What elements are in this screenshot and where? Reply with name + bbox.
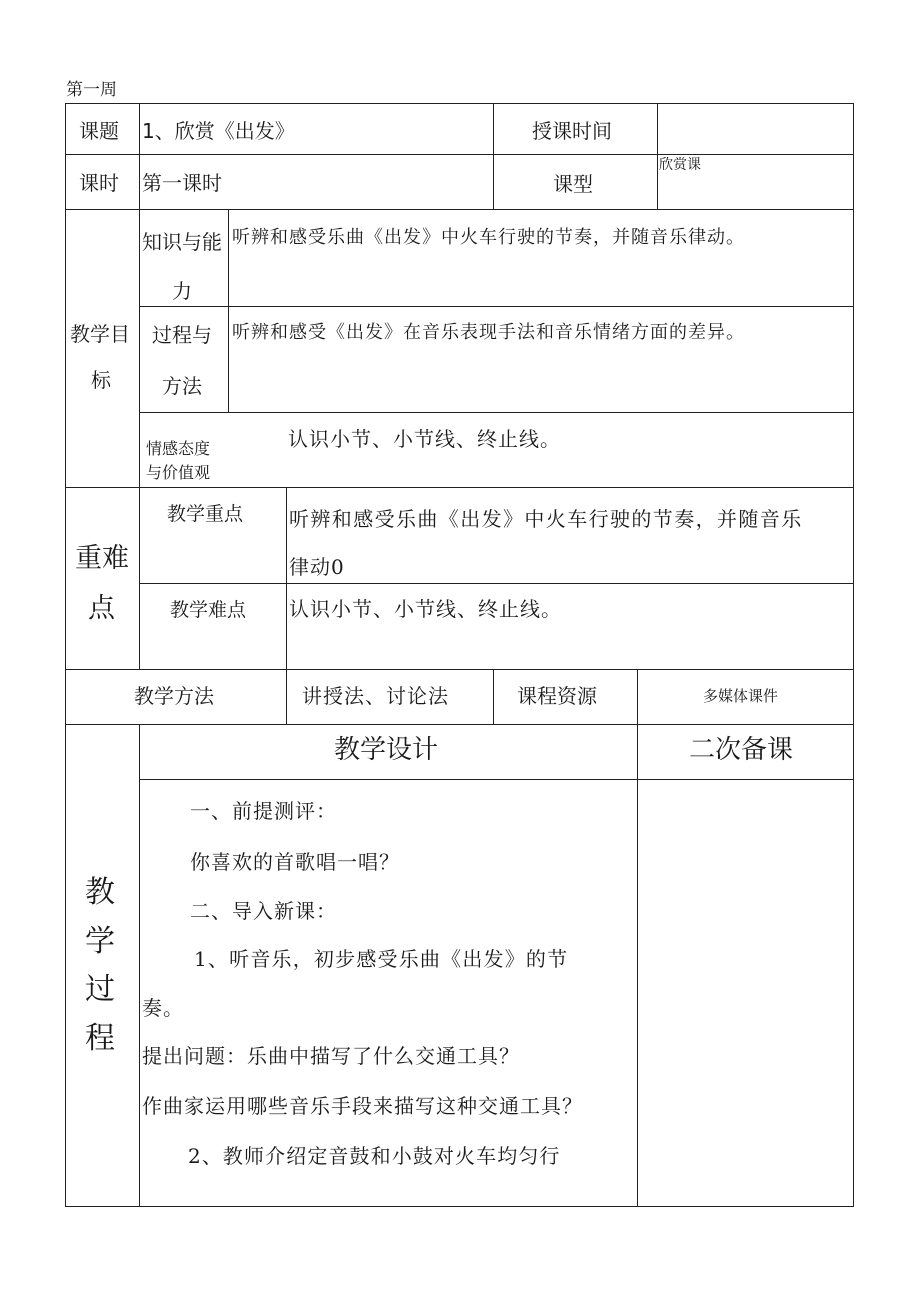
period-value: 第一课时 [142, 171, 222, 195]
design-line: 2、教师介绍定音鼓和小鼓对火车均匀行 [188, 1144, 561, 1168]
emotion-label-2: 与价值观 [146, 463, 211, 482]
period-label: 课时 [79, 171, 119, 195]
week-label: 第一周 [66, 80, 117, 100]
resource-value: 多媒体课件 [703, 687, 779, 705]
teaching-time-label: 授课时间 [532, 119, 612, 143]
process-method-text: 听辨和感受《出发》在音乐表现手法和音乐情绪方面的差异。 [232, 322, 745, 343]
methods-label: 教学方法 [134, 684, 214, 708]
resource-label: 课程资源 [517, 684, 597, 708]
design-line: 作曲家运用哪些音乐手段来描写这种交通工具？ [142, 1094, 583, 1118]
process-method-label-2: 方法 [162, 374, 202, 398]
design-line: 提出问题：乐曲中描写了什么交通工具？ [142, 1044, 520, 1068]
second-prep-header: 二次备课 [689, 735, 794, 765]
design-line: 奏。 [142, 996, 184, 1020]
process-method-label: 过程与 [152, 323, 212, 347]
focus-text-2: 律动0 [289, 555, 345, 579]
difficulty-text: 认识小节、小节线、终止线。 [289, 597, 562, 621]
knowledge-text: 听辨和感受乐曲《出发》中火车行驶的节奏，并随音乐律动。 [232, 227, 745, 248]
emotion-label: 情感态度 [146, 439, 211, 458]
difficulty-label: 教学难点 [170, 599, 247, 621]
lesson-type-value: 欣赏课 [659, 157, 701, 173]
focus-label: 教学重点 [167, 503, 244, 525]
design-line: 一、前提测评： [190, 799, 337, 823]
topic-label: 课题 [79, 119, 119, 143]
knowledge-label-2: 力 [172, 279, 192, 303]
process-label-char: 程 [85, 1021, 115, 1056]
lesson-type-label: 课型 [553, 172, 593, 196]
process-label-char: 教 [85, 875, 115, 910]
process-label-char: 学 [85, 924, 115, 959]
keypoints-label-2: 点 [88, 593, 115, 624]
methods-value: 讲授法、讨论法 [302, 684, 449, 708]
emotion-text: 认识小节、小节线、终止线。 [288, 427, 561, 451]
design-line: 二、导入新课： [190, 899, 337, 923]
design-line: 1、听音乐，初步感受乐曲《出发》的节 [194, 947, 569, 971]
topic-value: 1、欣赏《出发》 [142, 119, 295, 143]
objectives-label-2: 标 [91, 368, 111, 392]
objectives-label: 教学目 [70, 322, 130, 346]
knowledge-label: 知识与能 [142, 230, 222, 254]
teaching-design-header: 教学设计 [334, 735, 439, 765]
focus-text: 听辨和感受乐曲《出发》中火车行驶的节奏，并随音乐 [289, 507, 803, 531]
process-label-char: 过 [85, 972, 115, 1007]
design-line: 你喜欢的首歌唱一唱？ [190, 850, 400, 874]
keypoints-label: 重难 [75, 543, 129, 574]
